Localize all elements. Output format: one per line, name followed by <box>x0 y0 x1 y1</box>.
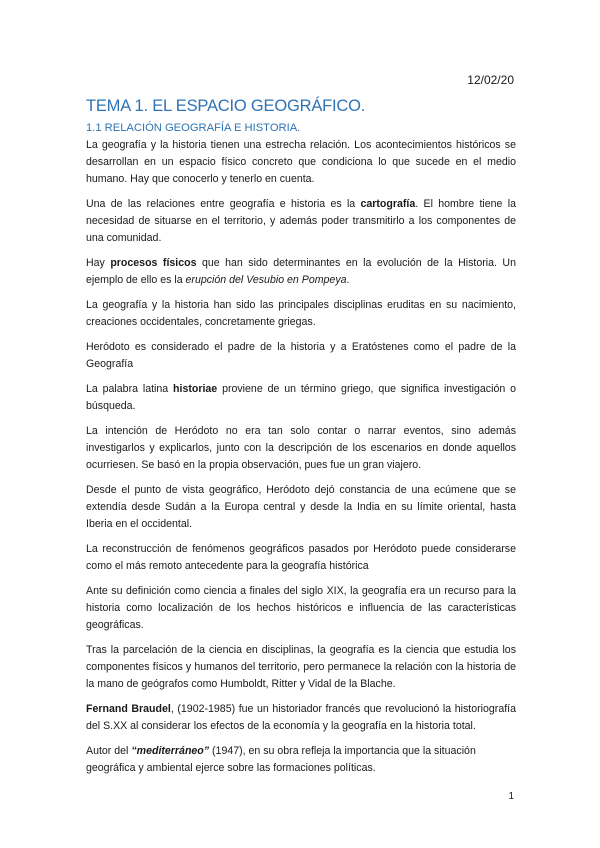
section-subtitle: 1.1 RELACIÓN GEOGRAFÍA E HISTORIA. <box>86 122 301 134</box>
paragraph-2-text-a: Una de las relaciones entre geografía e historia es la <box>86 198 361 210</box>
paragraph-13-italic: “mediterráneo” <box>131 745 210 757</box>
paragraph-6-text-a: La palabra latina <box>86 383 174 395</box>
paragraph-4: La geografía y la historia han sido las principales disciplinas eruditas en su nacimiento, creaciones occidentales, concretamente griegas. <box>86 299 516 328</box>
paragraph-3-italic: erupción del Vesubio en Pompeya <box>185 274 347 286</box>
paragraph-11: Tras la parcelación de la ciencia en disciplinas, la geografía es la ciencia que estudia los componentes físicos y humanos del territorio, pero permanece la relación con la historia de la mano de geógrafos como Humboldt, Ritter y Vidal de la Blache. <box>86 644 516 690</box>
paragraph-10: Ante su definición como ciencia a finales del siglo XIX, la geografía era un recurso para la historia como localización de los hechos históricos e influencia de las características geográficas. <box>86 585 516 631</box>
paragraph-13 <box>86 743 516 777</box>
paragraph-1: La geografía y la historia tienen una estrecha relación. Los acontecimientos históricos se desarrollan en un espacio físico concreto que condiciona lo que sucede en el medio humano. Hay que conocerlo y tenerlo en cuenta. <box>86 139 516 185</box>
paragraph-9: La reconstrucción de fenómenos geográficos pasados por Heródoto puede considerarse como el más remoto antecedente para la geografía histórica <box>86 543 516 572</box>
paragraph-8: Desde el punto de vista geográfico, Heródoto dejó constancia de una ecúmene que se extendía desde Sudán a la Europa central y desde la India en su límite oriental, hasta Iberia en el occidental. <box>86 484 516 530</box>
paragraph-12-text-b: , (1902-1985) fue un historiador francés que revolucionó la historiografía del S.XX al considerar los efectos de la economía y la geografía en la historia total. <box>86 703 516 732</box>
paragraph-3-text-c: que han sido determinantes en la evolución de la Historia. Un ejemplo de ello es la <box>86 257 516 286</box>
paragraph-2-bold: cartografía <box>360 198 416 210</box>
page-title: TEMA 1. EL ESPACIO GEOGRÁFICO. <box>86 97 366 115</box>
paragraph-7: La intención de Heródoto no era tan solo contar o narrar eventos, sino además investigarlos y explicarlos, junto con la descripción de los escenarios en donde aquellos ocurriesen. Se basó en la propia observación, pues fue un gran viajero. <box>86 425 516 471</box>
paragraph-6-bold: historiae <box>173 383 218 395</box>
paragraph-6-text-c: proviene de un término griego, que significa investigación o búsqueda. <box>86 383 516 412</box>
paragraph-3-text-e: . <box>346 274 350 286</box>
paragraph-13-text-c: (1947), en su obra refleja la importancia que la situación geográfica y ambiental ejerce sobre las formaciones políticas. <box>86 745 476 774</box>
paragraph-12-bold: Fernand Braudel <box>86 703 171 715</box>
document-body <box>86 97 516 785</box>
paragraph-6 <box>86 381 516 415</box>
paragraph-13-text-a: Autor del <box>86 745 132 757</box>
paragraph-2 <box>86 196 516 247</box>
paragraph-3 <box>86 255 516 289</box>
paragraph-3-text-a: Hay <box>86 257 111 269</box>
paragraph-3-bold: procesos físicos <box>110 257 197 269</box>
paragraph-5: Heródoto es considerado el padre de la historia y a Eratóstenes como el padre de la Geografía <box>86 341 516 370</box>
paragraph-2-text-c: . El hombre tiene la necesidad de situarse en el territorio, y además poder transmitirlo a los componentes de una comunidad. <box>86 198 516 244</box>
date: 12/02/20 <box>467 73 514 87</box>
paragraph-13-bold-italic <box>131 745 209 757</box>
paragraph-12 <box>86 701 516 735</box>
page-number: 1 <box>508 791 514 802</box>
